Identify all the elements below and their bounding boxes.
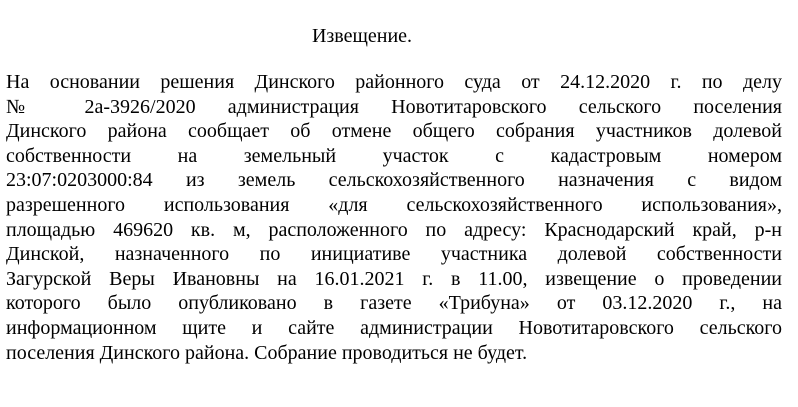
notice-line: которого было опубликовано в газете «Трибуна» от 03.12.2020 г., на bbox=[6, 292, 782, 315]
notice-line: поселения Динского района. Собрание проводиться не будет. bbox=[6, 341, 528, 364]
notice-line: Динского района сообщает об отмене общего собрания участников долевой bbox=[6, 120, 782, 143]
notice-line: На основании решения Динского районного суда от 24.12.2020 г. по делу bbox=[6, 71, 782, 93]
notice-line: разрешенного использования «для сельскохозяйственного использования», bbox=[6, 193, 782, 216]
notice-line: Загурской Веры Ивановны на 16.01.2021 г. в 11.00, извещение о проведении bbox=[6, 267, 782, 290]
notice-line: Динской, назначенного по инициативе участника долевой собственности bbox=[6, 243, 782, 266]
notice-line: собственности на земельный участок с кадастровым номером bbox=[6, 144, 782, 167]
document-title: Извещение. bbox=[311, 25, 413, 47]
notice-line: площадью 469620 кв. м, расположенного по адресу: Краснодарский край, р-н bbox=[6, 218, 782, 241]
notice-body bbox=[6, 70, 782, 365]
notice-line: информационном щите и сайте администрации Новотитаровского сельского bbox=[6, 316, 782, 339]
notice-line: 23:07:0203000:84 из земель сельскохозяйственного назначения с видом bbox=[6, 169, 782, 192]
notice-line: № 2а-3926/2020 администрация Новотитаровского сельского поселения bbox=[6, 95, 782, 118]
